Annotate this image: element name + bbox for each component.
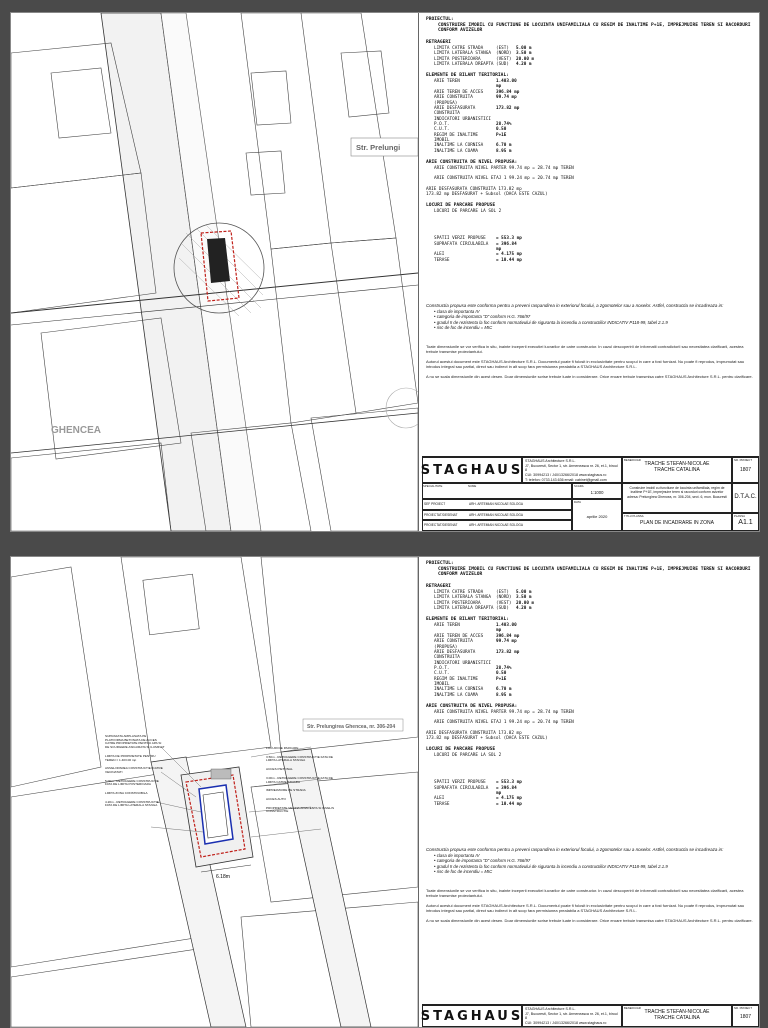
info-panel-1 xyxy=(422,13,759,531)
staghaus-logo: STAGHAUS xyxy=(420,1008,524,1024)
kv-key: INALTIME LA COAMA xyxy=(434,692,478,698)
kv-key: ARIE CONSTRUITA (PROPUSA) xyxy=(434,95,473,106)
locuri-title: LOCURI DE PARCARE PROPUSE xyxy=(426,203,496,209)
kv-key: ARIE DESFASURATA CONSTRUITA xyxy=(434,649,476,661)
plansa-label: PLANSA xyxy=(734,514,746,518)
kv-value: 396.84 mp xyxy=(496,633,520,639)
arie-line: ARIE CONSTRUITA NIVEL PARTER 99.74 mp = 28.74 mp TEREN xyxy=(434,165,574,171)
kv-value: 3.50 m xyxy=(516,595,532,601)
role-name: ARH. ARTEMIAN NICOLAE SOLOGA xyxy=(469,523,523,528)
kv-key: SPATII VERZI PROPUSE xyxy=(434,236,486,242)
kv-key: LIMITA LATERALA STANGA xyxy=(434,595,491,601)
kv-value: = 396.84 mp xyxy=(496,241,517,253)
kv-key: SUPRAFATA CIRCULABILA xyxy=(434,241,489,247)
kv-row xyxy=(434,106,753,117)
disclaimer: A nu se scala dimensiunile din acest desen. Doar dimensiunile scrise trebuie luate in considerare. Orice eroare trebuie transmisa catre STAGHAUS Architecture S.R.L. pentru clarificare. xyxy=(426,918,753,924)
kv-key: LIMITA CATRE STRADA xyxy=(434,589,484,595)
arie-line: ARIE DESFASURATA CONSTRUITA 173.82 mp xyxy=(426,730,522,736)
role-label: PROIECTAT/DESENAT xyxy=(424,523,458,528)
nr-proiect: 1807 xyxy=(739,1014,752,1020)
kv-key: INALTIME LA CORNISA xyxy=(434,143,484,149)
kv-key: ALEI xyxy=(434,252,445,258)
kv-direction: (SUD) xyxy=(496,62,509,68)
site-annotation: 4.20m - RETRAGERE CONSTRUCTIE FATA DE LIMITA LATERALA STANGA xyxy=(105,799,159,808)
arie-title: ARIE CONSTRUITA DE NIVEL PROPUSA: xyxy=(426,704,518,710)
role-label: PROIECTAT/DESENAT xyxy=(424,512,458,517)
kv-value: = 10.44 mp xyxy=(496,801,522,807)
kv-key: LIMITA POSTERIOARA xyxy=(434,56,481,62)
spatii-list xyxy=(426,780,753,807)
arie-line: 173.82 mp DESFASURAT + Subsol (DACA ESTE CAZUL) xyxy=(426,735,548,741)
kv-value: 173.82 mp xyxy=(496,649,520,655)
arie-line: ARIE CONSTRUITA NIVEL ETAJ 1 99.24 mp = 20.74 mp TEREN xyxy=(434,720,574,726)
kv-row xyxy=(434,650,753,661)
kv-value: 5.00 m xyxy=(516,45,532,51)
kv-key: SPATII VERZI PROPUSE xyxy=(434,780,486,786)
arie-line: ARIE DESFASURATA CONSTRUITA 173.82 mp xyxy=(426,186,522,192)
kv-key: INALTIME LA CORNISA xyxy=(434,687,484,693)
kv-row xyxy=(434,133,753,144)
role-row xyxy=(422,520,572,531)
project-header: PROIECTUL: xyxy=(426,561,454,566)
kv-key: REGIM DE INALTIME IMOBIL xyxy=(434,676,478,688)
kv-value: 28.74% xyxy=(496,665,512,671)
kv-direction: (SUD) xyxy=(496,606,509,612)
kv-direction: (NORD) xyxy=(496,51,512,57)
company-address: J7, Bucuresti, Sector 1, str. Armeneasca nr. 26, et.1, biroul 8 xyxy=(525,1011,618,1021)
kv-key: C.U.T. xyxy=(434,671,450,677)
kv-value: 4.20 m xyxy=(516,62,532,68)
kv-key: ALEI xyxy=(434,796,445,802)
bilant-list xyxy=(426,623,753,698)
proiect-adresa: adresa: Prelungirea Ghencea, nr. 306-204, sect. 6, mun. Bucuresti xyxy=(627,495,727,499)
kv-value: 5.00 m xyxy=(516,589,532,595)
area-label: GHENCEA xyxy=(51,425,102,436)
kv-key: INDICATORI URBANISTICI xyxy=(434,660,491,666)
company-cui: CUI: 30994213 / J40/13266/2018 www.staghaus.ro xyxy=(525,1021,607,1026)
kv-value: 0.50 xyxy=(496,127,507,133)
kv-key: ARIE TEREN xyxy=(434,623,460,629)
fire-note: Constructia propusa este conforma pentru a preveni raspandirea in exteriorul focului, a zgomotelor sau a noxelor. Astfel, constructia se incadreaza in: xyxy=(426,303,724,309)
bilant-title: ELEMENTE DE BILANT TERITORIAL: xyxy=(426,73,509,79)
kv-value: 0.50 xyxy=(496,671,507,677)
drawing-sheet-2 xyxy=(10,556,760,1028)
kv-key: TERASE xyxy=(434,801,450,807)
kv-row xyxy=(434,62,753,67)
kv-key: LIMITA LATERALA STANGA xyxy=(434,51,491,57)
kv-key: INALTIME LA COAMA xyxy=(434,148,478,154)
cadastral-map-1 xyxy=(11,13,418,531)
retrageri-list xyxy=(426,46,753,67)
kv-key: C.U.T. xyxy=(434,127,450,133)
project-title: CONSTRUIRE IMOBIL CU FUNCTIUNE DE LOCUINTA UNIFAMILIALA CU REGIM DE INALTIME P+1E, IMPREJMUIRE TEREN SI RACORDURI CONFORM AVIZELOR xyxy=(438,566,751,578)
site-annotation: LIMITA ZONA CONSTRUIBILA xyxy=(105,791,148,796)
arie-line: 173.82 mp DESFASURAT + Subsol (DACA ESTE CAZUL) xyxy=(426,191,548,197)
kv-value: = 553.3 mp xyxy=(496,236,522,242)
site-annotation: PROPRIETATE VECINA ADIACENTA SI INVELIS CONSTRUCTIE xyxy=(266,805,335,814)
site-annotation: ANVELOPAREA CONSTRUCTIEI CATRE VECINATATI xyxy=(105,766,163,774)
staghaus-logo: STAGHAUS xyxy=(420,462,524,478)
kv-row xyxy=(434,693,753,698)
bilant-list xyxy=(426,79,753,154)
role-row xyxy=(422,510,572,521)
kv-direction: (NORD) xyxy=(496,595,512,601)
plansa: A1.1 xyxy=(738,519,753,526)
kv-direction: (EST) xyxy=(496,589,509,595)
fire-note-item: • categoria de importanta "D" conform H.G. 766/97 xyxy=(434,314,531,320)
site-map-1 xyxy=(11,13,419,531)
dimension-label: 6.18m xyxy=(216,874,230,880)
kv-value: 6.70 m xyxy=(496,143,512,149)
fire-note-item: • clasa de importanta IV xyxy=(434,852,480,858)
kv-key: ARIE TEREN DE ACCES xyxy=(434,89,484,95)
disclaimer: Toate dimensiunile se vor verifica in situ, inainte inceperii executiei lucrarilor de catre constructor. In cazul descoperirii de informatii contradictorii sau necesitatea clarificarii, acestea trebuie transmise proiectantului. xyxy=(426,344,744,355)
fire-note-item: • gradul II de rezistenta la foc conform normativului de siguranta la incendiu a constructiilor INDICATIV P118-99, tabel 2.1.9 xyxy=(434,319,668,325)
kv-value: 396.84 mp xyxy=(496,89,520,95)
retrageri-title: RETRAGERI xyxy=(426,40,451,46)
kv-value: 8.95 m xyxy=(496,692,512,698)
kv-value: = 396.84 mp xyxy=(496,785,517,797)
arie-title: ARIE CONSTRUITA DE NIVEL PROPUSA: xyxy=(426,160,518,166)
kv-row xyxy=(434,149,753,154)
title-block-1 xyxy=(422,456,759,531)
data: aprilie 2020 xyxy=(586,514,608,519)
street-label-2: Str. Prelungirea Ghencea, nr. 306-204 xyxy=(307,724,396,730)
kv-value: 4.20 m xyxy=(516,606,532,612)
site-annotation: 3.50m - RETRAGERE CONSTRUCTIE FATA DE LIMITA LATERALA STANGA xyxy=(266,754,333,763)
arie-line: ARIE CONSTRUITA NIVEL PARTER 99.74 mp = 28.74 mp TEREN xyxy=(434,709,574,715)
kv-value: = 10.44 mp xyxy=(496,257,522,263)
kv-row xyxy=(434,677,753,688)
kv-row xyxy=(434,95,753,106)
scara-label: SCARA xyxy=(574,484,584,488)
site-annotation: ACCES PIETONAL xyxy=(266,767,293,772)
kv-key: LIMITA LATERALA DREAPTA xyxy=(434,606,494,612)
role-name: ARH. ARTEMIAN NICOLAE SOLOGA xyxy=(469,502,523,507)
proiect-description: Construire imobil cu functiune de locuinta unifamiliala, regim de inaltime P+1E, imprejmuire teren si racorduri conform avizelor xyxy=(629,486,725,494)
plan-title: PLAN DE INCADRARE IN ZONA xyxy=(640,520,714,526)
kv-key: LIMITA POSTERIOARA xyxy=(434,600,481,606)
kv-direction: (VEST) xyxy=(496,600,512,606)
specialitate-label: SPECIALITATE xyxy=(423,484,443,488)
kv-key: ARIE TEREN xyxy=(434,79,460,85)
fire-note-list xyxy=(426,853,753,874)
locuri-line: LOCURI DE PARCARE LA SOL 2 xyxy=(434,753,502,759)
fire-note-item: • gradul II de rezistenta la foc conform normativului de siguranta la incendiu a constructiilor INDICATIV P118-99, tabel 2.1.9 xyxy=(434,863,668,869)
kv-value: = 4.175 mp xyxy=(496,796,522,802)
role-name: ARH. ARTEMIAN NICOLAE SOLOGA xyxy=(469,512,523,517)
company-address: J7, Bucuresti, Sector 1, str. Armeneasca nr. 26, et.1, biroul 8 xyxy=(525,463,618,473)
scara: 1:1000 xyxy=(590,490,604,495)
kv-key: TERASE xyxy=(434,257,450,263)
kv-direction: (EST) xyxy=(496,45,509,51)
info-panel-2 xyxy=(422,557,759,1027)
kv-key: LIMITA CATRE STRADA xyxy=(434,45,484,51)
kv-value: 1.403.00 mp xyxy=(496,623,517,634)
street-label-1: Str. Prelungi xyxy=(356,143,401,152)
kv-key: ARIE CONSTRUITA (PROPUSA) xyxy=(434,639,473,650)
disclaimer: Toate dimensiunile se vor verifica in situ, inainte inceperii executiei lucrarilor de catre constructor. In cazul descoperirii de informatii contradictorii sau necesitatea clarificarii, acestea trebuie transmise proiectantului. xyxy=(426,888,744,899)
kv-key: REGIM DE INALTIME IMOBIL xyxy=(434,132,478,144)
company-tel: T: telefon: 0733.143.636 email: cabinet@gmail.com xyxy=(525,477,607,482)
site-plan-2 xyxy=(11,557,418,1027)
kv-row xyxy=(434,79,753,90)
fire-note-item: • categoria de importanta "D" conform H.G. 766/97 xyxy=(434,858,531,864)
data-label: DATA xyxy=(574,500,582,504)
retrageri-title: RETRAGERI xyxy=(426,584,451,590)
kv-value: = 553.3 mp xyxy=(496,780,522,786)
fire-note-item: • clasa de importanta IV xyxy=(434,308,480,314)
company-name: STAGHAUS Architecture S.R.L. xyxy=(525,1007,576,1011)
annotations-left xyxy=(105,735,165,813)
kv-value: 3.50 m xyxy=(516,51,532,57)
site-annotation: LOCURI DE PARCARE xyxy=(266,746,299,750)
locuri-title: LOCURI DE PARCARE PROPUSE xyxy=(426,747,496,753)
company-cui: CUI: 30994213 / J40/13266/2018 www.staghaus.ro xyxy=(525,473,607,478)
locuri-line: LOCURI DE PARCARE LA SOL 2 xyxy=(434,209,502,215)
kv-row xyxy=(434,639,753,650)
nr-proiect-label: NR. PROIECT xyxy=(734,458,753,462)
kv-value: P+1E xyxy=(496,132,507,138)
kv-key: INDICATORI URBANISTICI xyxy=(434,116,491,122)
titlu-label: TITLU PLANSA xyxy=(624,514,644,518)
site-annotation: LIMITA DE PROPRIETATE PENTRU TEREN = 1.403.00 mp xyxy=(105,753,156,762)
disclaimer: Autorul acestui document este STAGHAUS Architecture S.R.L. Documentul poate fi folosit in exclusivitate pentru scopul in care a fost furnizat. Nu poate fi reprodus, imprumutat sau introdus integral sau partial, direct sau indirect in alt scop fara permisiunea prealabila a STAGHAUS Architecture S.R.L. xyxy=(426,903,745,914)
annotations-right xyxy=(266,747,336,819)
beneficiar-1: TRACHE STEFAN-NICOLAE xyxy=(644,461,710,467)
kv-value: 28.74% xyxy=(496,121,512,127)
kv-value: 20.00 m xyxy=(516,600,535,606)
roles-table xyxy=(422,499,572,531)
kv-value: = 4.175 mp xyxy=(496,252,522,258)
drawing-sheet-1 xyxy=(10,12,760,532)
fire-note: Constructia propusa este conforma pentru a preveni raspandirea in exteriorul focului, a zgomotelor sau a noxelor. Astfel, constructia se incadreaza in: xyxy=(426,847,724,853)
kv-key: P.O.T. xyxy=(434,121,450,127)
arie-line: ARIE CONSTRUITA NIVEL ETAJ 1 99.24 mp = 20.74 mp TEREN xyxy=(434,176,574,182)
beneficiar-2: TRACHE CATALINA xyxy=(654,1015,700,1021)
kv-key: P.O.T. xyxy=(434,665,450,671)
site-annotation: 3.00m - RETRAGERE CONSTRUCTIE FATA DE LIMITA CATRE STRADA xyxy=(266,775,333,784)
fire-note-item: • risc de foc de incendiu = MIC xyxy=(434,324,493,330)
site-map-2 xyxy=(11,557,419,1027)
project-header: PROIECTUL: xyxy=(426,17,454,22)
kv-value: 20.00 m xyxy=(516,56,535,62)
nr-proiect: 1807 xyxy=(739,467,752,473)
role-label: SEF PROIECT xyxy=(424,502,446,507)
beneficiar-2: TRACHE CATALINA xyxy=(654,467,700,473)
kv-value: 173.82 mp xyxy=(496,105,520,111)
kv-key: LIMITA LATERALA DREAPTA xyxy=(434,62,494,68)
kv-key: SUPRAFATA CIRCULABILA xyxy=(434,785,489,791)
kv-value: 6.70 m xyxy=(496,687,512,693)
site-annotation: 5.00m - RETRAGERE CONSTRUCTIE FATA DE LIMITA POSTERIOARA xyxy=(105,778,159,787)
kv-direction: (VEST) xyxy=(496,56,512,62)
disclaimer: A nu se scala dimensiunile din acest desen. Doar dimensiunile scrise trebuie luate in considerare. Orice eroare trebuie transmisa catre STAGHAUS Architecture S.R.L. pentru clarificare. xyxy=(426,374,753,380)
disclaimer: Autorul acestui document este STAGHAUS Architecture S.R.L. Documentul poate fi folosit in exclusivitate pentru scopul in care a fost furnizat. Nu poate fi reprodus, imprumutat sau introdus integral sau partial, direct sau indirect in alt scop fara permisiunea prealabila a STAGHAUS Architecture S.R.L. xyxy=(426,359,745,370)
kv-value: 99.74 mp xyxy=(496,639,517,645)
spatii-list xyxy=(426,236,753,263)
role-row xyxy=(422,499,572,510)
fire-note-list xyxy=(426,309,753,330)
site-annotation: SUPRAFATA AMPLASATA PE PLATFORMA BETONATA DE ACCES CATRE PROPRIETATE PENTRU APA SI DE SCURGERE ASIGURATA SI ILUMINAT xyxy=(105,734,165,750)
kv-key: ARIE TEREN DE ACCES xyxy=(434,633,484,639)
site-annotation: IMPREJMUIRE PE STRADA xyxy=(266,788,306,793)
project-title: CONSTRUIRE IMOBIL CU FUNCTIUNE DE LOCUINTA UNIFAMILIALA CU REGIM DE INALTIME P+1E, IMPREJMUIRE TEREN SI RACORDURI CONFORM AVIZELOR xyxy=(438,22,751,34)
kv-row xyxy=(434,258,753,263)
beneficiar-label: BENEFICIAR xyxy=(624,458,641,462)
nume-label: NUME xyxy=(468,484,477,488)
fire-note-item: • risc de foc de incendiu = MIC xyxy=(434,868,493,874)
nr-proiect-label: NR. PROIECT xyxy=(734,1006,753,1010)
kv-row xyxy=(434,786,753,797)
retrageri-list xyxy=(426,590,753,611)
beneficiar-label: BENEFICIAR xyxy=(624,1006,641,1010)
kv-value: 1.403.00 mp xyxy=(496,79,517,90)
kv-key: ARIE DESFASURATA CONSTRUITA xyxy=(434,105,476,117)
kv-value: 99.74 mp xyxy=(496,95,517,101)
bilant-title: ELEMENTE DE BILANT TERITORIAL: xyxy=(426,617,509,623)
kv-value: P+1E xyxy=(496,676,507,682)
kv-row xyxy=(434,623,753,634)
kv-row xyxy=(434,802,753,807)
kv-row xyxy=(434,242,753,253)
site-annotation: ACCES AUTO xyxy=(266,796,286,801)
kv-value: 8.95 m xyxy=(496,148,512,154)
company-name: STAGHAUS Architecture S.R.L. xyxy=(525,459,576,463)
beneficiar-1: TRACHE STEFAN-NICOLAE xyxy=(644,1009,710,1015)
faza: D.T.A.C. xyxy=(734,494,757,500)
kv-row xyxy=(434,606,753,611)
